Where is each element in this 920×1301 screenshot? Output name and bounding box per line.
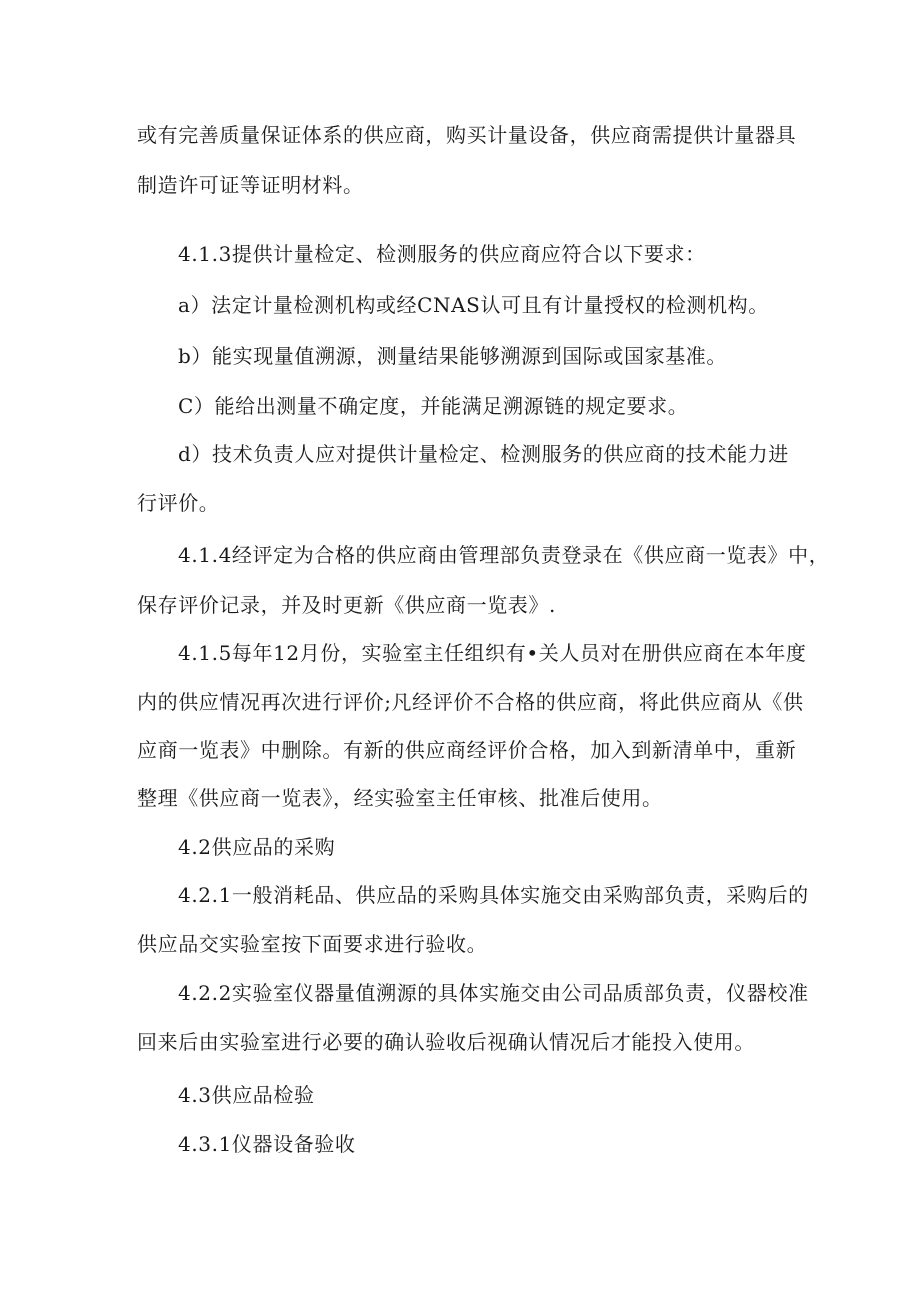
paragraph-line: 制造许可证等证明材料。: [137, 173, 364, 197]
section-heading: 4.1.4经评定为合格的供应商由管理部负责登录在《供应商一览表》中，: [178, 543, 830, 567]
section-heading: 4.1.3提供计量检定、检测服务的供应商应符合以下要求：: [178, 242, 706, 266]
paragraph-line: 保存评价记录，并及时更新《供应商一览表》.: [137, 593, 556, 617]
paragraph-line: 应商一览表》中删除。有新的供应商经评价合格，加入到新清单中，重新: [137, 738, 797, 762]
section-heading: 4.2.2实验室仪器量值溯源的具体实施交由公司品质部负责，仪器校准: [178, 981, 809, 1005]
section-heading: 4.1.5每年12月份，实验室主任组织有•关人员对在册供应商在本年度: [178, 641, 807, 665]
section-heading: 4.3供应品检验: [178, 1083, 315, 1107]
paragraph-line: 整理《供应商一览表》，经实验室主任审核、批准后使用。: [137, 786, 663, 810]
paragraph-line: 或有完善质量保证体系的供应商，购买计量设备，供应商需提供计量器具: [137, 123, 797, 147]
section-heading: 4.2供应品的采购: [178, 835, 336, 859]
list-item: d）技术负责人应对提供计量检定、检测服务的供应商的技术能力进: [178, 442, 789, 466]
paragraph-line: 回来后由实验室进行必要的确认验收后视确认情况后才能投入使用。: [137, 1030, 755, 1054]
list-item: b）能实现量值溯源，测量结果能够溯源到国际或国家基准。: [178, 344, 728, 368]
section-heading: 4.3.1仪器设备验收: [178, 1132, 356, 1156]
paragraph-line: 内的供应情况再次进行评价;凡经评价不合格的供应商，将此供应商从《供: [137, 690, 804, 714]
paragraph-line: 行评价。: [137, 491, 220, 515]
list-item: a）法定计量检测机构或经CNAS认可且有计量授权的检测机构。: [178, 293, 769, 317]
list-item: C）能给出测量不确定度，并能满足溯源链的规定要求。: [178, 394, 689, 418]
section-heading: 4.2.1一般消耗品、供应品的采购具体实施交由采购部负责，采购后的: [178, 883, 809, 907]
paragraph-line: 供应品交实验室按下面要求进行验收。: [137, 932, 488, 956]
